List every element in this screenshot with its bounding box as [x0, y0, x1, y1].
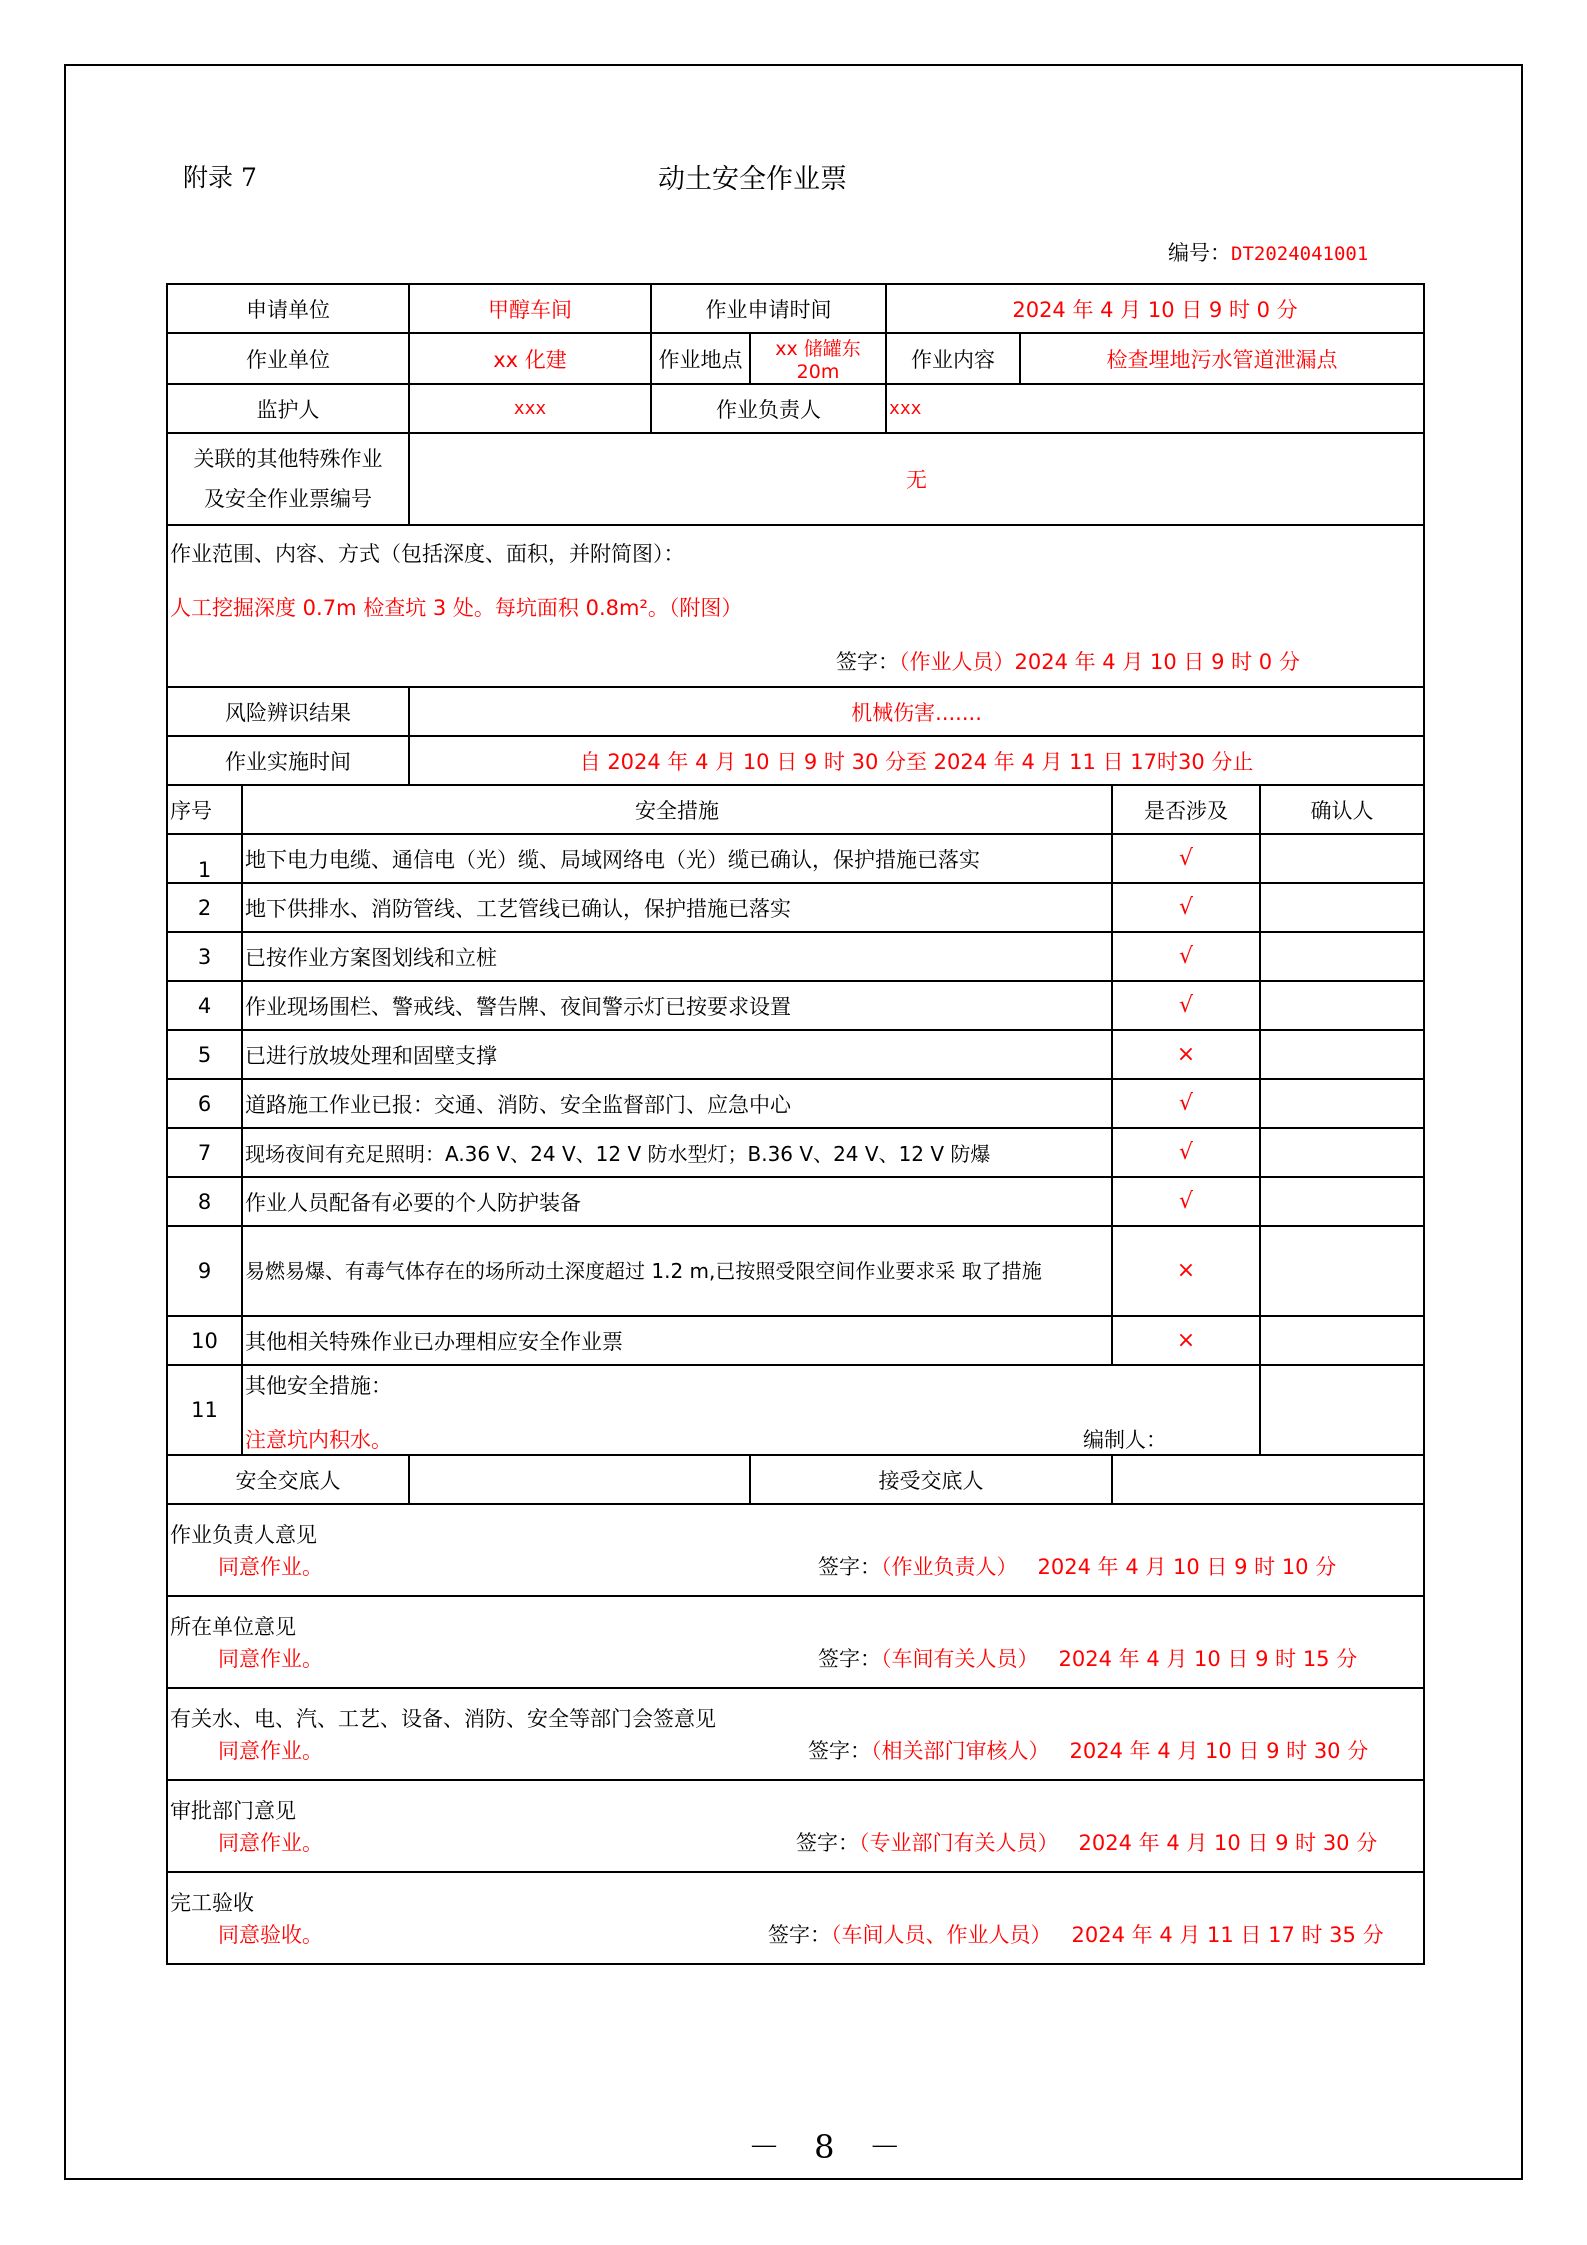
opinion-title: 完工验收 — [170, 1891, 254, 1915]
opinion-title: 审批部门意见 — [170, 1799, 296, 1823]
measure-involved: √ — [1112, 1079, 1260, 1128]
opinion-time: 2024 年 4 月 10 日 9 时 15 分 — [1058, 1647, 1358, 1671]
measure-confirmer — [1260, 981, 1424, 1030]
measure-confirmer — [1260, 883, 1424, 932]
measure-text: 已进行放坡处理和固壁支撑 — [242, 1030, 1112, 1079]
opinion-sign-label: 签字： — [818, 1647, 881, 1671]
measure-confirmer — [1260, 932, 1424, 981]
row-scope — [167, 525, 1424, 687]
other-measures-label: 其他安全措施： — [245, 1374, 392, 1398]
opinion-body: 同意作业。 — [218, 1555, 323, 1579]
opinion-cell — [167, 1504, 1424, 1596]
measure-text: 其他相关特殊作业已办理相应安全作业票 — [242, 1316, 1112, 1365]
serial-number — [1168, 237, 1368, 267]
work-location-label: 作业地点 — [651, 333, 750, 384]
measure-confirmer — [1260, 1316, 1424, 1365]
measure-no: 5 — [167, 1030, 242, 1079]
measure-confirmer — [1260, 1177, 1424, 1226]
opinion-row — [167, 1596, 1424, 1688]
measure-no: 3 — [167, 932, 242, 981]
measure-confirmer — [1260, 1128, 1424, 1177]
scope-sign-value: （作业人员）2024 年 4 月 10 日 9 时 0 分 — [899, 650, 1300, 674]
scope-signature — [836, 646, 1300, 676]
risk-label: 风险辨识结果 — [167, 687, 409, 736]
measure-text: 已按作业方案图划线和立桩 — [242, 932, 1112, 981]
opinion-cell — [167, 1688, 1424, 1780]
measure-no: 2 — [167, 883, 242, 932]
opinion-title: 所在单位意见 — [170, 1615, 296, 1639]
opinion-title: 作业负责人意见 — [170, 1523, 317, 1547]
serial-value: DT2024041001 — [1231, 243, 1369, 265]
period-label: 作业实施时间 — [167, 736, 409, 785]
row-risk — [167, 687, 1424, 736]
measure-involved: × — [1112, 1316, 1260, 1365]
measure-row — [167, 1079, 1424, 1128]
work-leader-label: 作业负责人 — [651, 384, 886, 433]
measure-involved: × — [1112, 1226, 1260, 1316]
opinion-signature — [808, 1735, 1368, 1765]
handover-giver-label: 安全交底人 — [167, 1455, 409, 1504]
measure-row — [167, 1128, 1424, 1177]
scope-cell — [167, 525, 1424, 687]
author-label: 编制人： — [1083, 1428, 1167, 1452]
period-value: 自 2024 年 4 月 10 日 9 时 30 分至 2024 年 4 月 11 日 17时30 分止 — [409, 736, 1424, 785]
handover-row — [167, 1455, 1424, 1504]
measure-text: 道路施工作业已报：交通、消防、安全监督部门、应急中心 — [242, 1079, 1112, 1128]
scope-sign-label: 签字： — [836, 650, 899, 674]
related-permits-value: 无 — [409, 433, 1424, 525]
measure-confirmer — [1260, 1079, 1424, 1128]
opinion-cell — [167, 1596, 1424, 1688]
opinion-row — [167, 1688, 1424, 1780]
opinion-row — [167, 1872, 1424, 1964]
header-confirmer: 确认人 — [1260, 785, 1424, 834]
measure-no: 7 — [167, 1128, 242, 1177]
measure-row — [167, 981, 1424, 1030]
other-measures-value: 注意坑内积水。 — [245, 1428, 392, 1452]
other-measures-no: 11 — [167, 1365, 242, 1455]
measure-involved: √ — [1112, 1128, 1260, 1177]
opinion-time: 2024 年 4 月 11 日 17 时 35 分 — [1071, 1923, 1384, 1947]
guardian-value: xxx — [409, 384, 651, 433]
measure-no: 9 — [167, 1226, 242, 1316]
measure-row — [167, 1316, 1424, 1365]
opinion-cell — [167, 1872, 1424, 1964]
opinion-sign-label: 签字： — [796, 1831, 859, 1855]
other-measures-cell — [242, 1365, 1260, 1455]
opinion-title: 有关水、电、汽、工艺、设备、消防、安全等部门会签意见 — [170, 1707, 716, 1731]
other-measures-confirmer — [1260, 1365, 1424, 1455]
header-no: 序号 — [167, 785, 242, 834]
measure-row — [167, 1177, 1424, 1226]
opinion-body: 同意作业。 — [218, 1647, 323, 1671]
measure-confirmer — [1260, 834, 1424, 883]
document-title: 动土安全作业票 — [658, 164, 847, 195]
measure-involved: × — [1112, 1030, 1260, 1079]
applicant-unit-value: 甲醇车间 — [409, 284, 651, 333]
scope-content: 人工挖掘深度 0.7m 检查坑 3 处。每坑面积 0.8m²。（附图） — [170, 596, 743, 620]
measure-text: 地下电力电缆、通信电（光）缆、局域网络电（光）缆已确认，保护措施已落实 — [242, 834, 1112, 883]
opinion-signature — [818, 1643, 1357, 1673]
related-label-line1: 关联的其他特殊作业 — [193, 447, 383, 471]
measure-no: 4 — [167, 981, 242, 1030]
apply-time-value: 2024 年 4 月 10 日 9 时 0 分 — [886, 284, 1424, 333]
risk-value: 机械伤害....... — [409, 687, 1424, 736]
measure-no: 6 — [167, 1079, 242, 1128]
work-leader-value: xxx — [886, 384, 1424, 433]
opinion-time: 2024 年 4 月 10 日 9 时 30 分 — [1069, 1739, 1369, 1763]
opinion-sign-label: 签字： — [808, 1739, 871, 1763]
handover-receiver-value — [1112, 1455, 1424, 1504]
measure-involved: √ — [1112, 981, 1260, 1030]
row-applicant — [167, 284, 1424, 333]
row-guardian — [167, 384, 1424, 433]
serial-label: 编号： — [1168, 241, 1231, 265]
opinion-body: 同意作业。 — [218, 1831, 323, 1855]
opinion-time: 2024 年 4 月 10 日 9 时 30 分 — [1078, 1831, 1378, 1855]
apply-time-label: 作业申请时间 — [651, 284, 886, 333]
opinion-row — [167, 1504, 1424, 1596]
appendix-label: 附录 7 — [183, 163, 257, 192]
handover-giver-value — [409, 1455, 750, 1504]
measure-confirmer — [1260, 1226, 1424, 1316]
measure-text: 作业人员配备有必要的个人防护装备 — [242, 1177, 1112, 1226]
opinion-signature — [796, 1827, 1377, 1857]
work-unit-label: 作业单位 — [167, 333, 409, 384]
related-permits-label — [167, 433, 409, 525]
applicant-unit-label: 申请单位 — [167, 284, 409, 333]
row-related-permits — [167, 433, 1424, 525]
measure-row — [167, 1030, 1424, 1079]
header-measure: 安全措施 — [242, 785, 1112, 834]
measure-involved: √ — [1112, 834, 1260, 883]
work-unit-value: xx 化建 — [409, 333, 651, 384]
opinion-sign-label: 签字： — [818, 1555, 881, 1579]
row-period — [167, 736, 1424, 785]
row-work-unit — [167, 333, 1424, 384]
measure-involved: √ — [1112, 1177, 1260, 1226]
scope-label: 作业范围、内容、方式（包括深度、面积，并附简图）： — [170, 542, 685, 566]
work-content-value: 检查埋地污水管道泄漏点 — [1020, 333, 1424, 384]
guardian-label: 监护人 — [167, 384, 409, 433]
measure-no: 10 — [167, 1316, 242, 1365]
measure-text: 作业现场围栏、警戒线、警告牌、夜间警示灯已按要求设置 — [242, 981, 1112, 1030]
measure-row — [167, 1226, 1424, 1316]
opinion-signer: （车间人员、作业人员） — [831, 1923, 1052, 1947]
related-label-line2: 及安全作业票编号 — [204, 487, 372, 511]
measure-involved: √ — [1112, 932, 1260, 981]
measure-row — [167, 883, 1424, 932]
handover-receiver-label: 接受交底人 — [750, 1455, 1112, 1504]
opinion-body: 同意作业。 — [218, 1739, 323, 1763]
opinion-body: 同意验收。 — [218, 1923, 323, 1947]
permit-form-table — [166, 283, 1425, 1965]
opinion-cell — [167, 1780, 1424, 1872]
measure-text: 易燃易爆、有毒气体存在的场所动土深度超过 1.2 m,已按照受限空间作业要求采 取了措施 — [242, 1226, 1112, 1316]
measure-no: 1 — [167, 834, 242, 883]
opinion-signature — [818, 1551, 1336, 1581]
opinion-signer: （车间有关人员） — [881, 1647, 1039, 1671]
measure-text: 地下供排水、消防管线、工艺管线已确认，保护措施已落实 — [242, 883, 1112, 932]
page-number: － 8 － — [748, 2128, 913, 2166]
measure-confirmer — [1260, 1030, 1424, 1079]
opinion-signer: （专业部门有关人员） — [859, 1831, 1059, 1855]
work-content-label: 作业内容 — [886, 333, 1020, 384]
opinion-time: 2024 年 4 月 10 日 9 时 10 分 — [1037, 1555, 1337, 1579]
work-location-value: xx 储罐东 20m — [750, 333, 886, 384]
measure-no: 8 — [167, 1177, 242, 1226]
other-measures-row — [167, 1365, 1424, 1455]
opinion-signature — [768, 1919, 1384, 1949]
opinion-signer: （相关部门审核人） — [871, 1739, 1050, 1763]
measure-row — [167, 834, 1424, 883]
measures-header-row — [167, 785, 1424, 834]
measure-involved: √ — [1112, 883, 1260, 932]
opinion-sign-label: 签字： — [768, 1923, 831, 1947]
header-involved: 是否涉及 — [1112, 785, 1260, 834]
opinion-row — [167, 1780, 1424, 1872]
measure-row — [167, 932, 1424, 981]
measure-text: 现场夜间有充足照明：A.36 V、24 V、12 V 防水型灯；B.36 V、24 V、12 V 防爆 — [242, 1128, 1112, 1177]
opinion-signer: （作业负责人） — [881, 1555, 1018, 1579]
